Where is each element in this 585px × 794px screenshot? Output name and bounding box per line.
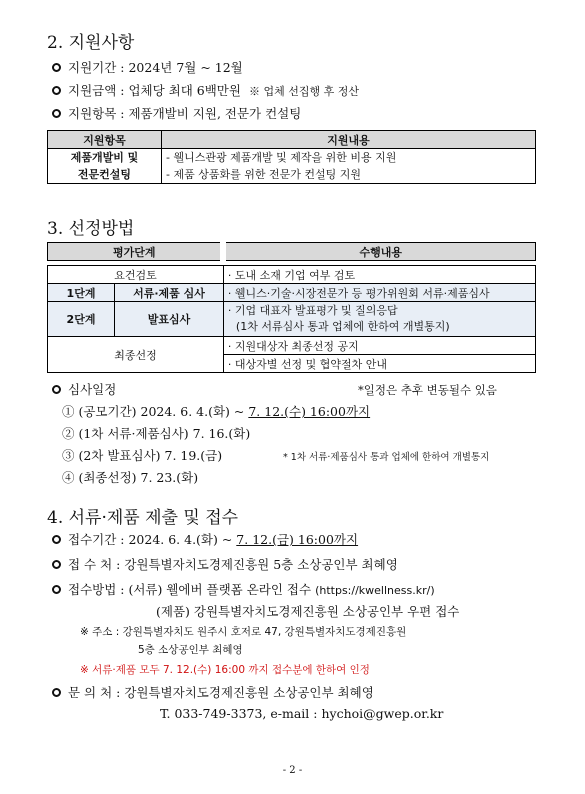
s4-address-line2: 5층 소상공인부 최혜영 — [138, 644, 243, 656]
section-3-title: 3. 선정방법 — [47, 219, 135, 239]
s2-amount-text: 지원금액 : 업체당 최대 6백만원 — [68, 83, 241, 98]
sel-r1-stage: 요건검토 — [48, 266, 224, 284]
support-item-line2: 전문컨설팅 — [77, 168, 132, 181]
sel-r2-stage: 서류·제품 심사 — [115, 284, 224, 302]
sel-r3-stage: 발표심사 — [115, 302, 224, 337]
s4-contact-tel: T. 033-749-3373, e-mail : hychoi@gwep.or.kr — [160, 706, 444, 721]
s2-amount — [52, 81, 359, 99]
s4-period — [52, 530, 358, 548]
schedule-item-1-deadline: 7. 12.(수) 16:00까지 — [248, 404, 371, 419]
bullet-icon — [52, 688, 61, 697]
support-content-cell — [162, 149, 536, 184]
s4-contact — [52, 683, 374, 701]
bullet-icon — [52, 109, 61, 118]
s4-method-line2: (제품) 강원특별자치도경제진흥원 소상공인부 우편 접수 — [156, 604, 460, 619]
sel-r1-content: · 도내 소재 기업 여부 검토 — [223, 266, 535, 284]
selection-header-stage: 평가단계 — [48, 243, 224, 261]
schedule-item-1-text: ① (공모기간) 2024. 6. 4.(화) ~ — [62, 404, 249, 419]
s4-warning: ※ 서류·제품 모두 7. 12.(수) 16:00 까지 접수분에 한하여 인정 — [80, 664, 370, 676]
sel-r3-content1: · 기업 대표자 발표평가 및 질의응답 — [227, 304, 398, 317]
schedule-note: *일정은 추후 변동될수 있음 — [358, 383, 497, 397]
s2-period — [52, 58, 243, 76]
support-header-content: 지원내용 — [162, 131, 536, 149]
support-header-item: 지원항목 — [48, 131, 162, 149]
sel-r4-content2: · 대상자별 선정 및 협약절차 안내 — [223, 355, 535, 373]
s2-period-text: 지원기간 : 2024년 7월 ~ 12월 — [68, 60, 243, 75]
sel-r3-content2: (1차 서류심사 통과 업체에 한하여 개별통지) — [235, 320, 450, 333]
bullet-icon — [52, 86, 61, 95]
sel-r4-content1: · 지원대상자 최종선정 공지 — [223, 337, 535, 355]
section-2-title: 2. 지원사항 — [47, 33, 135, 53]
sel-r3-step: 2단계 — [48, 302, 115, 337]
schedule-label — [52, 380, 116, 398]
sel-r3-content — [223, 302, 535, 337]
s2-items-text: 지원항목 : 제품개발비 지원, 전문가 컨설팅 — [68, 106, 302, 121]
schedule-item-1 — [62, 402, 370, 420]
bullet-icon — [52, 560, 61, 569]
page-number: - 2 - — [282, 765, 303, 776]
sel-r4-stage: 최종선정 — [48, 337, 224, 373]
s2-items — [52, 104, 301, 122]
schedule-item-3-note: * 1차 서류·제품심사 통과 업체에 한하여 개별통지 — [283, 452, 490, 463]
schedule-item-2: ② (1차 서류·제품심사) 7. 16.(화) — [62, 426, 251, 441]
support-item-cell — [48, 149, 162, 184]
support-content-line1: - 웰니스관광 제품개발 및 제작을 위한 비용 지원 — [166, 151, 397, 164]
s4-address-line1: ※ 주소 : 강원특별자치도 원주시 호저로 47, 강원특별자치도경제진흥원 — [80, 626, 407, 638]
sel-r2-step: 1단계 — [48, 284, 115, 302]
s4-period-deadline: 7. 12.(금) 16:00까지 — [236, 532, 359, 547]
schedule-item-4: ④ (최종선정) 7. 23.(화) — [62, 470, 199, 485]
s4-contact-text: 문 의 처 : 강원특별자치도경제진흥원 소상공인부 최혜영 — [68, 685, 374, 700]
support-table — [47, 130, 536, 184]
s4-method-text: 접수방법 : (서류) 웰에버 플랫폼 온라인 접수 — [68, 582, 312, 597]
selection-table — [47, 242, 536, 373]
support-item-line1: 제품개발비 및 — [70, 151, 139, 164]
schedule-label-text: 심사일정 — [68, 382, 117, 397]
selection-header-content: 수행내용 — [223, 243, 535, 261]
s4-period-text: 접수기간 : 2024. 6. 4.(화) ~ — [68, 532, 237, 547]
bullet-icon — [52, 385, 61, 394]
support-content-line2: - 제품 상품화를 위한 전문가 컨설팅 지원 — [166, 168, 361, 181]
sel-r2-content: · 웰니스·기술·시장전문가 등 평가위원회 서류·제품심사 — [223, 284, 535, 302]
section-4-title: 4. 서류·제품 제출 및 접수 — [47, 508, 239, 528]
bullet-icon — [52, 585, 61, 594]
schedule-item-3: ③ (2차 발표심사) 7. 19.(금) — [62, 448, 223, 463]
s4-method-url[interactable]: (https://kwellness.kr/) — [315, 584, 435, 597]
s2-amount-note: ※ 업체 선집행 후 정산 — [248, 85, 359, 98]
s4-place — [52, 555, 398, 573]
bullet-icon — [52, 535, 61, 544]
bullet-icon — [52, 63, 61, 72]
s4-place-text: 접 수 처 : 강원특별자치도경제진흥원 5층 소상공인부 최혜영 — [68, 557, 398, 572]
s4-method — [52, 580, 435, 598]
